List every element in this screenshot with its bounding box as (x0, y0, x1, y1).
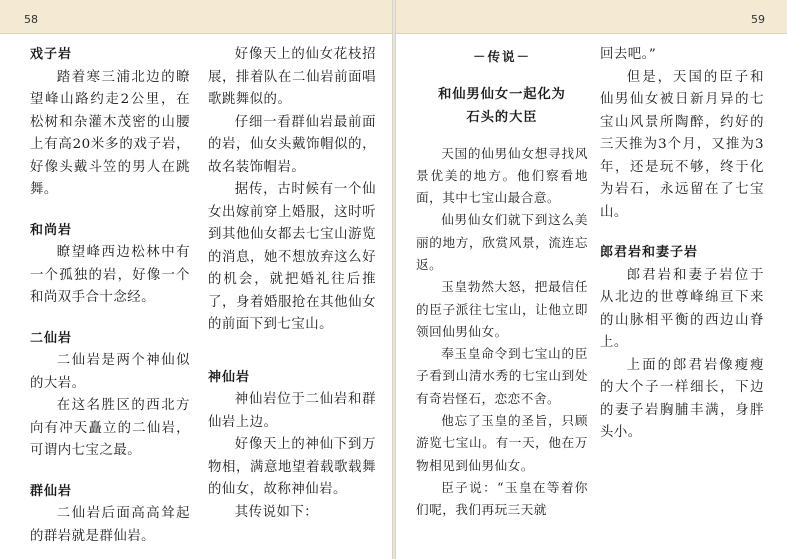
paragraph: 神仙岩位于二仙岩和群仙岩上边。 (208, 392, 376, 430)
story-title-line: 和仙男仙女一起化为 (438, 86, 566, 102)
paragraph: 二仙岩是两个神仙似的大岩。 (30, 353, 190, 391)
page-header-band (0, 0, 392, 34)
heading-erxian: 二仙岩 (30, 330, 73, 346)
right-page (396, 0, 787, 559)
paragraph: 据传，古时候有一个仙女出嫁前穿上婚服，这时听到其他仙女都去七宝山游览的消息，她不想放弃这么好的机会，就把婚礼往后推了，身着婚服抢在其他仙女的前面下到七宝山。 (208, 182, 376, 332)
paragraph: 好像天上的仙女花枝招展，排着队在二仙岩前面唱歌跳舞似的。 (208, 47, 376, 107)
paragraph: 踏着寒三浦北边的瞭望峰山路约走2公里，在松树和杂灌木茂密的山腰上有高20米多的戏子岩，好像头戴斗笠的男人在跳舞。 (30, 69, 190, 197)
page-header-band (396, 0, 787, 34)
paragraph: 他忘了玉皇的圣旨，只顾游览七宝山。有一天，他在万物相见到仙男仙女。 (416, 413, 588, 473)
paragraph: 天国的仙男仙女想寻找风景优美的地方。他们察看地面，其中七宝山最合意。 (416, 145, 588, 206)
paragraph: 好像天上的神仙下到万物相，满意地望着载歌载舞的仙女，故称神仙岩。 (208, 437, 376, 497)
paragraph: 在这名胜区的西北方向有冲天矗立的二仙岩，可谓内七宝之最。 (30, 398, 190, 458)
paragraph: 其传说如下： (234, 504, 319, 520)
section-mark: －传说－ (472, 49, 531, 64)
story-title-line: 石头的大臣 (466, 109, 538, 125)
heading-heshang: 和尚岩 (30, 222, 73, 238)
page-number: 58 (24, 13, 38, 26)
paragraph: 上面的郎君岩像瘦瘦的大个子一样细长，下边的妻子岩胸脯丰满，身胖头小。 (600, 357, 764, 440)
paragraph: 仙男仙女们就下到这么美丽的地方，欣赏风景，流连忘返。 (416, 212, 588, 272)
story-title (416, 83, 588, 129)
heading-shenxian: 神仙岩 (208, 369, 251, 385)
text-column (416, 44, 588, 522)
text-column (600, 44, 764, 445)
paragraph: 仔细一看群仙岩最前面的岩，仙女头戴饰帽似的，故名装饰帽岩。 (208, 114, 376, 175)
paragraph: 二仙岩后面高高耸起的群岩就是群仙岩。 (30, 506, 190, 544)
paragraph: 奉玉皇命令到七宝山的臣子看到山清水秀的七宝山到处有奇岩怪石，恋恋不舍。 (416, 346, 588, 406)
paragraph: 瞭望峰西边松林中有一个孤独的岩，好像一个和尚双手合十念经。 (30, 245, 190, 305)
paragraph: 玉皇勃然大怒，把最信任的臣子派往七宝山，让他立即领回仙男仙女。 (416, 279, 588, 339)
paragraph: 回去吧。” (600, 47, 657, 62)
heading-xizi: 戏子岩 (30, 47, 73, 62)
paragraph: 但是，天国的臣子和仙男仙女被日新月异的七宝山风景所陶醉，约好的三天推为3个月，又推为3年，还是玩不够，终于化为岩石，永远留在了七宝山。 (600, 69, 764, 220)
heading-langjun: 郎君岩和妻子岩 (600, 245, 699, 260)
heading-qunxian: 群仙岩 (30, 483, 73, 499)
paragraph: 郎君岩和妻子岩位于从北边的世尊峰绵亘下来的山脉相平衡的西边山脊上。 (600, 267, 764, 350)
text-column (30, 44, 190, 548)
left-page (0, 0, 392, 559)
text-column (208, 44, 376, 524)
page-number: 59 (751, 13, 765, 26)
paragraph: 臣子说：“玉皇在等着你们呢，我们再玩三天就 (416, 479, 588, 518)
